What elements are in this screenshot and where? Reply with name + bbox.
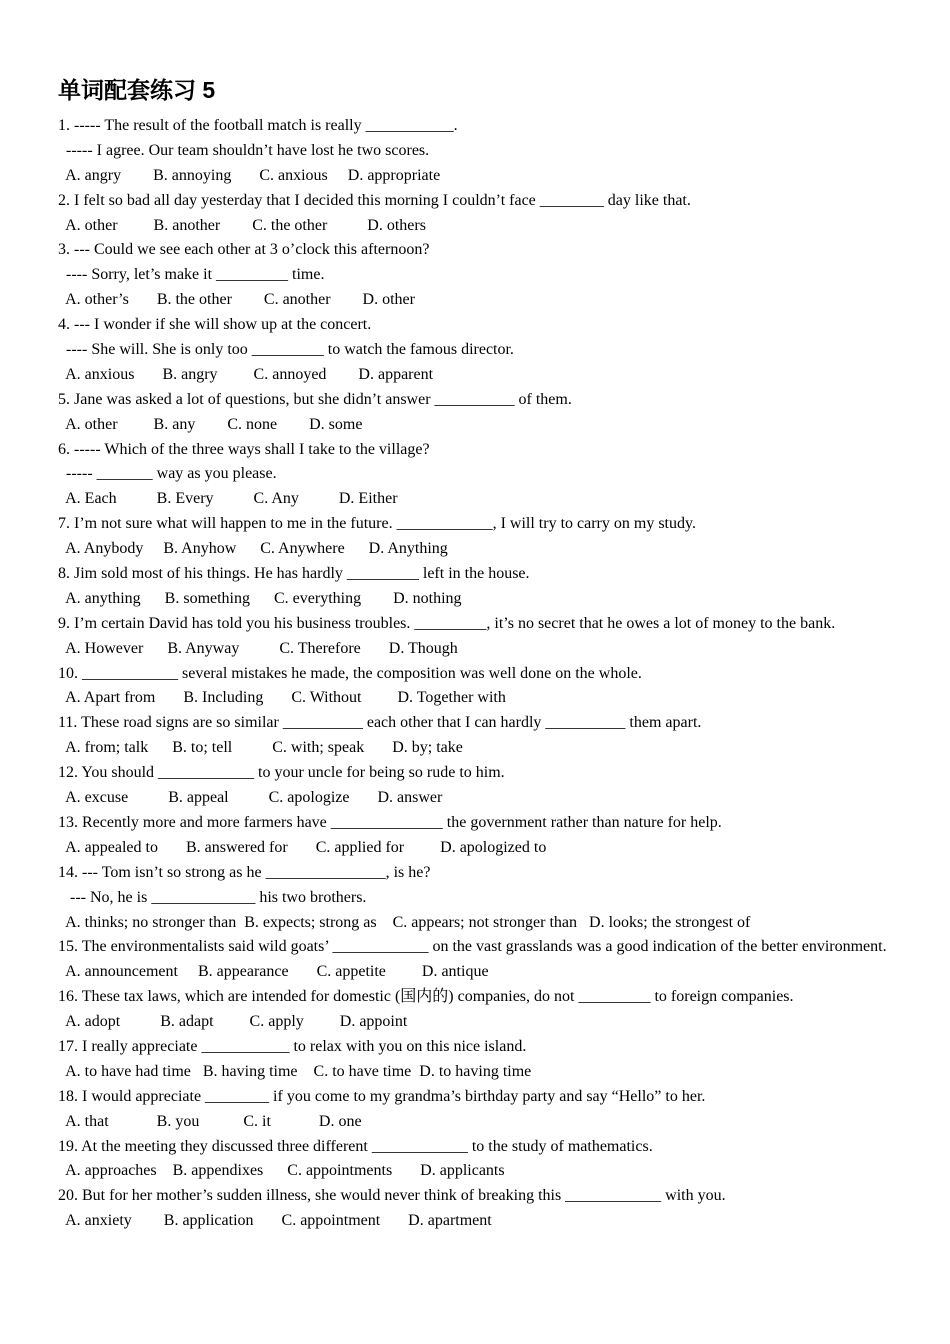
q2-question: 2. I felt so bad all day yesterday that I decided this morning I couldn’t face ________ day like that. — [58, 191, 691, 209]
q8-options: A. anything B. something C. everything D. nothing — [58, 589, 462, 607]
q17-options: A. to have had time B. having time C. to have time D. to having time — [58, 1062, 532, 1080]
q15-options: A. announcement B. appearance C. appetite D. antique — [58, 963, 489, 981]
q8-question: 8. Jim sold most of his things. He has hardly _________ left in the house. — [58, 565, 530, 583]
q9-question: 9. I’m certain David has told you his business troubles. _________, it’s no secret that he owes a lot of money to the bank. — [58, 614, 836, 632]
q1-reply: ----- I agree. Our team shouldn’t have lost he two scores. — [58, 141, 430, 159]
q3-reply: ---- Sorry, let’s make it _________ time. — [58, 266, 325, 284]
q12-options: A. excuse B. appeal C. apologize D. answer — [58, 789, 443, 807]
q13-question: 13. Recently more and more farmers have ______________ the government rather than nature for help. — [58, 813, 722, 831]
q5-options: A. other B. any C. none D. some — [58, 415, 363, 433]
q18-question: 18. I would appreciate ________ if you come to my grandma’s birthday party and say “Hello” to her. — [58, 1087, 706, 1105]
q16-options: A. adopt B. adapt C. apply D. appoint — [58, 1013, 408, 1031]
q11-question: 11. These road signs are so similar __________ each other that I can hardly __________ them apart. — [58, 714, 702, 732]
q4-options: A. anxious B. angry C. annoyed D. apparent — [58, 365, 434, 383]
worksheet-page — [58, 70, 892, 1234]
q4-reply: ---- She will. She is only too _________ to watch the famous director. — [58, 341, 514, 359]
q18-options: A. that B. you C. it D. one — [58, 1112, 362, 1130]
q1-options: A. angry B. annoying C. anxious D. appropriate — [58, 166, 441, 184]
q7-options: A. Anybody B. Anyhow C. Anywhere D. Anything — [58, 540, 448, 558]
q6-question: 6. ----- Which of the three ways shall I take to the village? — [58, 440, 430, 458]
q3-question: 3. --- Could we see each other at 3 o’clock this afternoon? — [58, 241, 430, 259]
q17-question: 17. I really appreciate ___________ to relax with you on this nice island. — [58, 1037, 527, 1055]
q10-question: 10. ____________ several mistakes he made, the composition was well done on the whole. — [58, 664, 642, 682]
q2-options: A. other B. another C. the other D. others — [58, 216, 426, 234]
q6-options: A. Each B. Every C. Any D. Either — [58, 490, 398, 508]
q20-options: A. anxiety B. application C. appointment D. apartment — [58, 1212, 492, 1230]
q7-question: 7. I’m not sure what will happen to me in the future. ____________, I will try to carry on my study. — [58, 515, 696, 533]
q14-reply: --- No, he is _____________ his two brothers. — [58, 888, 367, 906]
q15-question: 15. The environmentalists said wild goats’ ____________ on the vast grasslands was a good indication of the better environment. — [58, 938, 887, 956]
q19-options: A. approaches B. appendixes C. appointments D. applicants — [58, 1162, 505, 1180]
q14-options: A. thinks; no stronger than B. expects; strong as C. appears; not stronger than D. looks; the strongest of — [58, 913, 751, 931]
q3-options: A. other’s B. the other C. another D. other — [58, 291, 415, 309]
page-title: 单词配套练习 5 — [58, 77, 216, 103]
q11-options: A. from; talk B. to; tell C. with; speak D. by; take — [58, 739, 463, 757]
q5-question: 5. Jane was asked a lot of questions, but she didn’t answer __________ of them. — [58, 390, 572, 408]
q19-question: 19. At the meeting they discussed three different ____________ to the study of mathematics. — [58, 1137, 653, 1155]
q9-options: A. However B. Anyway C. Therefore D. Though — [58, 639, 458, 657]
q10-options: A. Apart from B. Including C. Without D. Together with — [58, 689, 506, 707]
q4-question: 4. --- I wonder if she will show up at the concert. — [58, 316, 372, 334]
q13-options: A. appealed to B. answered for C. applied for D. apologized to — [58, 838, 547, 856]
q12-question: 12. You should ____________ to your uncle for being so rude to him. — [58, 764, 505, 782]
q16-question: 16. These tax laws, which are intended for domestic (国内的) companies, do not _________ to foreign companies. — [58, 988, 794, 1006]
q14-question: 14. --- Tom isn’t so strong as he _______________, is he? — [58, 863, 431, 881]
q6-reply: ----- _______ way as you please. — [58, 465, 277, 483]
q1-question: 1. ----- The result of the football match is really ___________. — [58, 117, 458, 134]
q20-question: 20. But for her mother’s sudden illness, she would never think of breaking this ____________ with you. — [58, 1187, 726, 1205]
